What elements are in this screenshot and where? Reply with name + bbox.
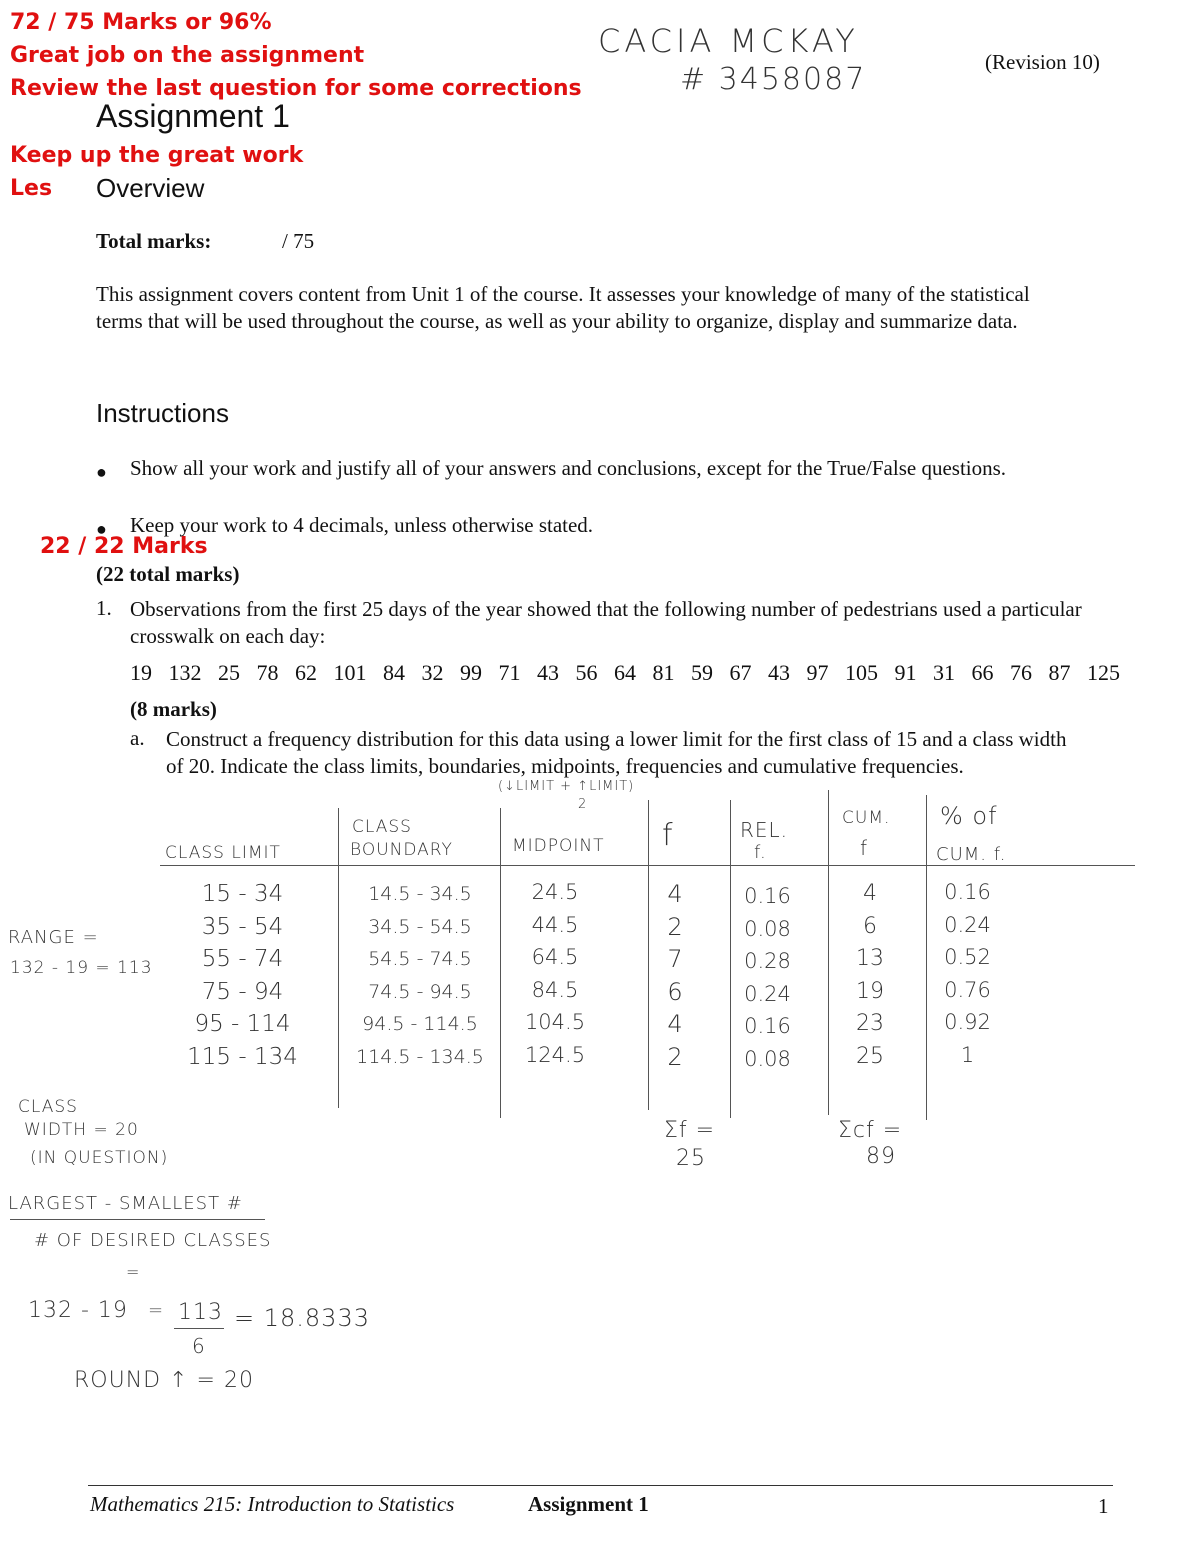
data-value: 84 [383, 660, 405, 685]
data-value: 32 [421, 660, 444, 685]
calculation: 132 - 19 [28, 1298, 128, 1323]
table-divider [828, 790, 829, 1115]
sum-cumulative: Σcf = [838, 1118, 903, 1143]
cumulative-frequency-cell: 13 [856, 946, 884, 971]
sum-cumulative-value: 89 [866, 1144, 896, 1169]
data-value: 97 [806, 660, 829, 685]
class-boundary-cell: 34.5 - 54.5 [368, 915, 472, 938]
data-value: 56 [575, 660, 598, 685]
class-limit-cell: 75 - 94 [201, 978, 284, 1005]
sum-frequency: Σf = [664, 1118, 716, 1143]
percent-cumulative-cell: 0.24 [944, 912, 991, 937]
footer-rule [88, 1485, 1113, 1486]
data-values [130, 660, 1120, 686]
range-note: RANGE = [8, 927, 99, 948]
header-cumulative-frequency: CUM. [842, 808, 891, 828]
calculation-divider [174, 1328, 224, 1329]
header-midpoint: MIDPOINT [512, 836, 605, 856]
midpoint-cell: 24.5 [531, 880, 579, 904]
cumulative-frequency-cell: 19 [856, 978, 884, 1004]
footer-course: Mathematics 215: Introduction to Statistics [90, 1492, 455, 1516]
data-value: 62 [295, 660, 317, 685]
grade-comment: Review the last question for some corrections [10, 76, 582, 101]
frequency-column [650, 878, 700, 1073]
relative-frequency-cell: 0.08 [744, 1046, 791, 1071]
question-number: 1. [96, 596, 112, 620]
grade-comment: Great job on the assignment [10, 43, 365, 68]
cumulative-frequency-cell: 25 [856, 1043, 884, 1069]
table-divider [648, 800, 649, 1110]
instruction-item: Show all your work and justify all of your answers and conclusions, except for the True/False questions. [130, 456, 1007, 480]
frequency-cell: 2 [667, 1042, 683, 1071]
header-relative-frequency: f. [754, 842, 767, 863]
instruction-item: Keep your work to 4 decimals, unless otherwise stated. [130, 513, 594, 537]
relative-frequency-column [730, 880, 805, 1075]
calculation-result: = 18.8333 [234, 1304, 370, 1332]
data-value: 91 [894, 660, 917, 685]
student-name: CACIA MCKAY [598, 22, 859, 60]
frequency-cell: 2 [667, 912, 683, 941]
percent-cumulative-cell: 0.16 [944, 880, 991, 904]
class-width-note: WIDTH = 20 [24, 1120, 139, 1140]
formula-divider [10, 1219, 265, 1220]
header-percent-cumulative: CUM. f. [936, 844, 1007, 865]
data-value: 87 [1048, 660, 1071, 685]
data-value: 43 [537, 660, 559, 685]
relative-frequency-cell: 0.16 [744, 884, 791, 908]
instructions-heading: Instructions [96, 398, 229, 428]
class-boundary-cell: 114.5 - 134.5 [356, 1045, 484, 1068]
midpoint-cell: 64.5 [531, 945, 579, 969]
overview-heading: Overview [96, 173, 205, 203]
percent-cumulative-cell: 0.92 [944, 1010, 991, 1034]
cumulative-frequency-column [840, 878, 900, 1073]
table-divider [926, 795, 927, 1120]
student-id: # 3458087 [680, 62, 867, 97]
class-width-note: CLASS [18, 1097, 78, 1117]
midpoint-cell: 84.5 [531, 977, 579, 1002]
sum-frequency-value: 25 [676, 1146, 706, 1171]
data-value: 81 [652, 660, 675, 685]
class-limit-cell: 95 - 114 [194, 1011, 291, 1037]
header-percent-cumulative: % of [940, 802, 998, 830]
relative-frequency-cell: 0.08 [744, 916, 791, 941]
class-boundary-cell: 74.5 - 94.5 [368, 980, 472, 1003]
total-marks-value: / 75 [282, 229, 315, 253]
class-limit-cell: 55 - 74 [201, 946, 284, 972]
class-limit-cell: 15 - 34 [201, 881, 284, 907]
midpoint-formula: (↓LIMIT + ↑LIMIT) [498, 779, 635, 794]
data-value: 31 [933, 660, 955, 685]
calculation-equals: = [148, 1300, 165, 1321]
header-frequency: f [662, 818, 674, 853]
total-marks-label: Total marks: [96, 229, 212, 253]
table-divider [500, 808, 501, 1118]
data-value: 71 [498, 660, 521, 685]
section-score: 22 / 22 Marks [40, 534, 208, 559]
question-text: Observations from the first 25 days of the year showed that the following number of pedestrians used a particular crosswalk on each day: [130, 597, 1082, 648]
percent-cumulative-cell: 0.76 [944, 977, 991, 1002]
relative-frequency-cell: 0.28 [744, 949, 791, 973]
calculation-denominator: 6 [192, 1334, 206, 1358]
table-divider [338, 808, 339, 1108]
data-value: 125 [1087, 660, 1120, 685]
grader-signature: Les [10, 176, 53, 201]
data-value: 25 [218, 660, 240, 685]
frequency-cell: 4 [667, 880, 683, 908]
cumulative-frequency-cell: 6 [863, 913, 877, 939]
data-value: 78 [256, 660, 279, 685]
cumulative-frequency-cell: 23 [856, 1011, 884, 1036]
frequency-cell: 4 [667, 1010, 683, 1038]
grade-score: 72 / 75 Marks or 96% [10, 10, 272, 35]
midpoint-formula-denominator: 2 [578, 797, 588, 812]
class-limit-cell: 115 - 134 [187, 1043, 298, 1070]
header-cumulative-frequency: f [860, 836, 869, 860]
footer-assignment: Assignment 1 [528, 1492, 649, 1516]
relative-frequency-cell: 0.16 [744, 1014, 791, 1038]
calculation-numerator: 113 [178, 1300, 223, 1325]
data-value: 105 [845, 660, 878, 685]
class-boundaries-column [340, 878, 500, 1073]
page-number: 1 [1098, 1494, 1109, 1518]
intro-paragraph: This assignment covers content from Unit 1 of the course. It assesses your knowledge of many of the statistical terms that will be used throughout the course, as well as your ability to organize, display and summarize data. [96, 282, 1030, 333]
class-boundary-cell: 14.5 - 34.5 [368, 883, 472, 905]
header-class-boundary: CLASS [352, 817, 412, 837]
range-note: 132 - 19 = 113 [10, 958, 153, 978]
frequency-cell: 6 [667, 977, 683, 1006]
cumulative-frequency-cell: 4 [863, 881, 877, 906]
formula-denominator: # OF DESIRED CLASSES [34, 1230, 272, 1251]
class-width-note: (IN QUESTION) [30, 1148, 169, 1168]
midpoint-cell: 104.5 [524, 1010, 586, 1034]
header-class-boundary: BOUNDARY [350, 840, 453, 860]
frequency-cell: 7 [667, 945, 683, 973]
data-value: 66 [971, 660, 994, 685]
page-title: Assignment 1 [96, 98, 290, 134]
data-value: 99 [460, 660, 482, 685]
data-value: 67 [729, 660, 752, 685]
percent-cumulative-cell: 1 [960, 1042, 975, 1067]
midpoint-cell: 44.5 [531, 912, 579, 937]
header-relative-frequency: REL. [740, 818, 789, 842]
data-value: 59 [691, 660, 713, 685]
round-note: ROUND ↑ = 20 [74, 1368, 254, 1393]
data-value: 76 [1010, 660, 1032, 685]
revision-label: (Revision 10) [985, 50, 1100, 74]
percent-cumulative-cell: 0.52 [944, 945, 991, 969]
data-value: 43 [768, 660, 790, 685]
relative-frequency-cell: 0.24 [744, 981, 791, 1006]
data-value: 101 [333, 660, 367, 685]
bullet-icon: ● [96, 462, 107, 482]
class-limit-cell: 35 - 54 [201, 913, 284, 940]
class-boundary-cell: 94.5 - 114.5 [362, 1013, 478, 1035]
header-class-limit: CLASS LIMIT [165, 843, 281, 863]
part-letter: a. [130, 726, 145, 750]
class-boundary-cell: 54.5 - 74.5 [368, 948, 472, 970]
percent-cumulative-column [930, 876, 1005, 1071]
bullet-icon: ● [96, 519, 107, 539]
midpoints-column [505, 876, 605, 1071]
part-marks: (8 marks) [130, 697, 217, 721]
data-value: 132 [168, 660, 202, 685]
midpoint-cell: 124.5 [524, 1042, 586, 1067]
data-value: 64 [614, 660, 636, 685]
grade-comment: Keep up the great work [10, 143, 304, 168]
section-marks: (22 total marks) [96, 562, 240, 586]
formula-numerator: LARGEST - SMALLEST # [8, 1193, 243, 1214]
class-limits-column [155, 878, 330, 1073]
part-text: Construct a frequency distribution for this data using a lower limit for the first class of 15 and a class width of 20. Indicate the class limits, boundaries, midpoints, frequencies and cumulative frequencies. [166, 727, 1067, 778]
formula-equals: = [126, 1262, 141, 1281]
data-value: 19 [130, 660, 152, 685]
